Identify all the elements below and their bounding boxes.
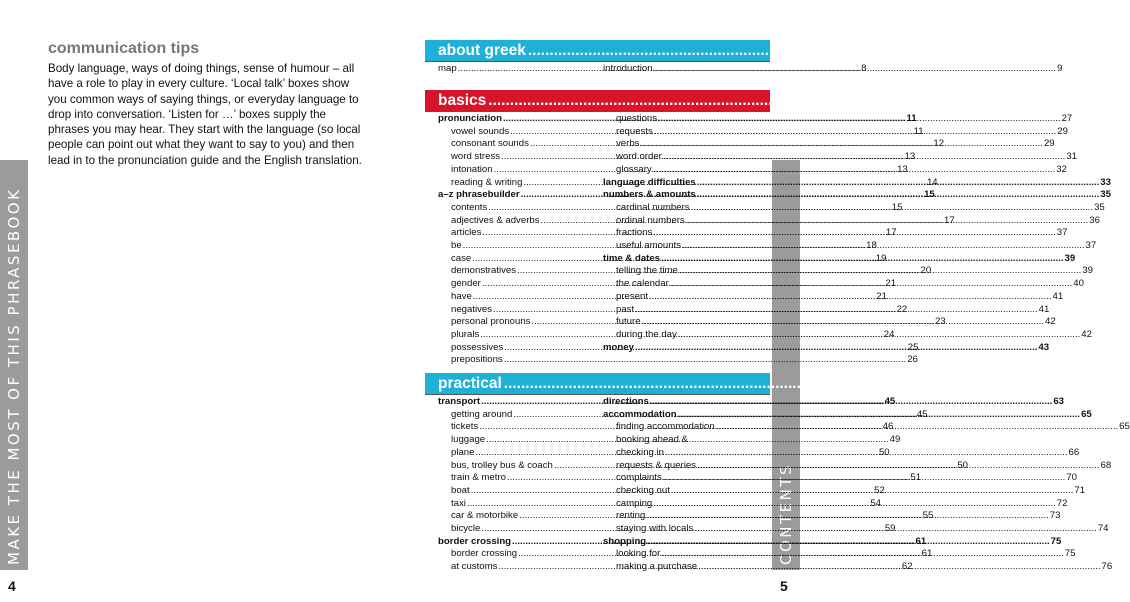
section-page: 45 xyxy=(1022,375,1040,392)
toc-entry-dots xyxy=(679,265,1081,278)
toc-entry-page: 22 xyxy=(896,303,908,315)
toc-entry-label: personal pronouns xyxy=(451,316,531,328)
toc-entry-dots xyxy=(671,485,1073,498)
about-greek-col2 xyxy=(603,63,1063,76)
toc-entry-label: directions xyxy=(603,396,649,407)
toc-entry-page: 9 xyxy=(1057,63,1063,74)
toc-entry-label: vowel sounds xyxy=(451,125,510,137)
toc-entry-dots xyxy=(653,498,1055,511)
toc-entry-label: a–z phrasebuilder xyxy=(438,189,520,201)
toc-entry-dots xyxy=(635,342,1037,355)
toc-entry-page: 37 xyxy=(1056,227,1068,239)
toc-entry-page: 39 xyxy=(1064,252,1076,264)
toc-entry-page: 20 xyxy=(920,265,932,277)
toc-entry-page: 29 xyxy=(1043,138,1055,150)
toc-entry-page: 42 xyxy=(1045,316,1056,328)
toc-entry-page: 41 xyxy=(1038,303,1050,315)
section-title: practical xyxy=(438,375,502,392)
toc-entry-label: train & metro xyxy=(451,472,506,484)
toc-entry-label: have xyxy=(451,290,472,302)
toc-entry-page: 50 xyxy=(878,446,890,458)
toc-entry-dots xyxy=(642,316,1044,329)
toc-entry-label: getting around xyxy=(451,408,513,420)
toc-entry-label: checking in xyxy=(616,446,664,458)
toc-entry-label: word stress xyxy=(451,151,501,163)
toc-entry-label: adjectives & adverbs xyxy=(451,214,540,226)
toc-entry-label: present xyxy=(616,290,648,302)
toc-entry-page: 31 xyxy=(1066,151,1078,163)
toc-entry-page: 39 xyxy=(1082,265,1094,277)
toc-entry-page: 40 xyxy=(1073,278,1084,290)
toc-entry-dots xyxy=(670,278,1072,291)
toc-entry-label: looking for xyxy=(616,548,661,560)
toc-entry-page: 70 xyxy=(1066,472,1078,484)
toc-entry-dots xyxy=(640,138,1042,151)
toc-entry-label: glossary xyxy=(616,163,652,175)
section-page: 8 xyxy=(1046,42,1056,59)
right-side-label: CONTENTS xyxy=(777,462,795,565)
toc-entry-page: 35 xyxy=(1094,201,1105,213)
toc-entry-label: useful amounts xyxy=(616,240,682,252)
toc-entry-dots xyxy=(697,177,1099,190)
toc-entry[interactable] xyxy=(603,434,748,447)
toc-entry-page: 19 xyxy=(875,252,887,264)
toc-entry-dots xyxy=(663,151,1065,164)
toc-entry-page: 11 xyxy=(913,125,924,137)
right-page-number: 5 xyxy=(780,578,788,594)
toc-entry-label: at customs xyxy=(451,561,498,573)
toc-entry-label: tickets xyxy=(451,421,479,433)
toc-entry-page: 73 xyxy=(1049,510,1061,522)
toc-entry-page: 17 xyxy=(944,214,955,226)
toc-entry-dots xyxy=(654,126,1056,139)
toc-entry-dots xyxy=(661,548,1063,561)
toc-entry-label: demonstratives xyxy=(451,265,517,277)
toc-entry-page: 29 xyxy=(1057,125,1068,137)
toc-entry-label: case xyxy=(451,252,472,264)
toc-entry-page: 61 xyxy=(921,548,933,560)
toc-entry-page: 41 xyxy=(1052,290,1064,302)
toc-entry-page: 51 xyxy=(910,472,922,484)
toc-entry-page: 74 xyxy=(1097,523,1109,535)
toc-entry-label: requests xyxy=(616,125,653,137)
toc-entry-dots xyxy=(504,354,906,367)
toc-entry-page: 11 xyxy=(906,113,917,124)
toc-entry-page: 12 xyxy=(933,138,945,150)
toc-entry-label: fractions xyxy=(616,227,653,239)
toc-entry-label: pronunciation xyxy=(438,113,502,124)
section-page: 11 xyxy=(1007,92,1024,109)
toc-entry-label: making a purchase xyxy=(616,561,698,573)
toc-entry-page: 63 xyxy=(1053,396,1065,407)
toc-entry-page: 15 xyxy=(891,201,903,213)
toc-entry-label: reading & writing xyxy=(451,176,523,188)
toc-entry-dots xyxy=(686,215,1088,228)
toc-entry-page: 65 xyxy=(1081,408,1092,420)
toc-entry-label: contents xyxy=(451,201,488,213)
toc-entry-page: 8 xyxy=(861,63,867,74)
toc-entry-label: plurals xyxy=(451,328,480,340)
toc-entry-label: negatives xyxy=(451,303,493,315)
toc-entry-page: 27 xyxy=(1061,113,1073,124)
toc-entry-dots xyxy=(678,409,1080,422)
toc-entry-page: 72 xyxy=(1056,497,1068,509)
section-title: about greek xyxy=(438,42,526,59)
section-bar-basics[interactable] xyxy=(425,90,1024,111)
toc-entry-page: 46 xyxy=(882,421,894,433)
toc-entry-dots xyxy=(697,460,1099,473)
toc-entry-label: consonant sounds xyxy=(451,138,529,150)
communication-tips-body: Body language, ways of doing things, sense of humour – all have a role to play in every culture. ‘Local talk’ boxes show you common ways of saying things, or everyday language to drop into conversation. ‘Listen for …’ boxes supply the phrases you may hear. They start with the language (so local people can point out what they want to say to you) and then lead in to the pronunciation guide and the English translation. xyxy=(48,62,362,167)
toc-entry-label: shopping xyxy=(603,535,647,547)
toc-entry-dots xyxy=(661,253,1063,266)
toc-entry-page: 14 xyxy=(926,176,938,188)
toc-entry-page: 75 xyxy=(1050,535,1062,547)
toc-entry-page: 49 xyxy=(889,434,901,446)
section-rule xyxy=(425,61,770,62)
toc-entry-page: 75 xyxy=(1064,548,1076,560)
toc-entry-page: 65 xyxy=(1119,421,1130,433)
toc-entry-page: 66 xyxy=(1068,446,1080,458)
toc-entry-page: 33 xyxy=(1100,176,1111,188)
toc-entry-dots xyxy=(678,329,1080,342)
toc-entry-page: 21 xyxy=(885,278,897,290)
toc-entry-label: luggage xyxy=(451,434,486,446)
toc-entry-label: articles xyxy=(451,227,482,239)
toc-entry-label: introduction xyxy=(603,63,653,74)
toc-entry-label: the calendar xyxy=(616,278,669,290)
toc-entry-label: transport xyxy=(438,396,481,407)
toc-entry[interactable] xyxy=(603,63,1063,76)
toc-entry-label: requests & queries xyxy=(616,459,696,471)
toc-entry-dots xyxy=(691,202,1093,215)
toc-entry-page: 76 xyxy=(1101,561,1113,573)
section-dots: ........................................................................................................................ xyxy=(503,375,1021,392)
section-dots: ........................................................................................................................ xyxy=(488,92,1006,109)
toc-entry-label: finding accommodation xyxy=(616,421,715,433)
toc-entry-dots xyxy=(646,510,1048,523)
section-title: basics xyxy=(438,92,487,109)
toc-entry-page: 62 xyxy=(901,561,913,573)
toc-entry-page: 13 xyxy=(904,151,916,163)
toc-entry-label: time & dates xyxy=(603,252,661,264)
toc-entry-page: 13 xyxy=(897,163,908,175)
toc-entry-label: car & motorbike xyxy=(451,510,519,522)
toc-entry-label: cardinal numbers xyxy=(616,201,690,213)
toc-entry-dots xyxy=(654,63,1056,76)
toc-entry-page: 25 xyxy=(907,341,919,353)
toc-entry-page: 32 xyxy=(1056,163,1067,175)
toc-entry-page: 55 xyxy=(922,510,934,522)
toc-entry-label: taxi xyxy=(451,497,466,509)
toc-entry-label: verbs xyxy=(616,138,640,150)
toc-entry-page: 37 xyxy=(1085,240,1097,252)
toc-entry-label: bus, trolley bus & coach xyxy=(451,459,553,471)
toc-entry-label: future xyxy=(616,316,641,328)
toc-entry-page: 59 xyxy=(884,523,896,535)
toc-entry-dots xyxy=(649,291,1051,304)
toc-entry-dots xyxy=(663,472,1065,485)
toc-entry-dots xyxy=(635,304,1037,317)
toc-entry[interactable] xyxy=(438,354,918,367)
section-rule xyxy=(425,394,770,395)
toc-entry-label: ordinal numbers xyxy=(616,214,685,226)
toc-entry-dots xyxy=(653,227,1055,240)
toc-entry-page: 18 xyxy=(866,240,877,252)
toc-entry-page: 61 xyxy=(915,535,927,547)
toc-entry-page: 24 xyxy=(883,328,895,340)
toc-entry-page: 45 xyxy=(884,396,896,407)
toc-entry-label: prepositions xyxy=(451,354,503,366)
toc-entry-label: be xyxy=(451,240,462,252)
toc-entry-page: 36 xyxy=(1089,214,1100,226)
communication-tips-title: communication tips xyxy=(48,40,200,57)
toc-entry-page: 17 xyxy=(885,227,897,239)
toc-entry-dots xyxy=(682,240,1084,253)
toc-entry-dots xyxy=(694,523,1096,536)
toc-entry-page: 52 xyxy=(874,484,885,496)
toc-entry-dots xyxy=(697,189,1099,202)
toc-entry-label: numbers & amounts xyxy=(603,189,696,201)
toc-entry-page: 50 xyxy=(957,459,969,471)
toc-entry-label: camping xyxy=(616,497,653,509)
toc-entry-dots xyxy=(658,113,1060,126)
left-page-number: 4 xyxy=(8,578,16,594)
toc-entry-label: bicycle xyxy=(451,523,481,535)
section-bar-practical[interactable] xyxy=(425,373,1040,394)
toc-entry-label: gender xyxy=(451,278,481,290)
toc-entry-label: money xyxy=(603,341,634,353)
section-dots: ........................................................................................................................ xyxy=(527,42,1045,59)
toc-entry-label: map xyxy=(438,63,457,74)
toc-entry-page: 42 xyxy=(1081,328,1092,340)
toc-entry-label: boat xyxy=(451,484,470,496)
toc-entry-label: staying with locals xyxy=(616,523,694,535)
toc-entry-page: 23 xyxy=(934,316,946,328)
toc-entry-label: word order xyxy=(616,151,662,163)
left-side-label: MAKE THE MOST OF THIS PHRASEBOOK xyxy=(5,187,23,565)
toc-entry-label: booking ahead & xyxy=(616,434,689,446)
toc-entry-label: past xyxy=(616,303,635,315)
toc-entry-label: questions xyxy=(616,113,658,124)
toc-entry-page: 45 xyxy=(916,408,928,420)
toc-entry-label: complaints xyxy=(616,472,662,484)
toc-entry-page: 21 xyxy=(876,290,887,302)
toc-entry-dots xyxy=(698,561,1100,574)
toc-entry-label: checking out xyxy=(616,484,670,496)
toc-entry-page: 68 xyxy=(1100,459,1112,471)
toc-entry-dots xyxy=(647,536,1049,549)
toc-entry-label: during the day xyxy=(616,328,677,340)
toc-entry-label: telling the time xyxy=(616,265,678,277)
section-bar-about-greek[interactable] xyxy=(425,40,1056,61)
toc-entry-dots xyxy=(665,447,1067,460)
toc-entry-label: intonation xyxy=(451,163,493,175)
toc-entry-page: 54 xyxy=(870,497,882,509)
toc-entry-page: 26 xyxy=(907,354,918,366)
toc-entry-page: 35 xyxy=(1100,189,1111,201)
toc-entry-label: border crossing xyxy=(438,535,512,547)
toc-entry-page: 15 xyxy=(924,189,935,201)
toc-entry-label: language difficulties xyxy=(603,176,696,188)
toc-entry-label: accommodation xyxy=(603,408,677,420)
section-rule xyxy=(425,111,770,112)
toc-entry-page: 71 xyxy=(1074,484,1086,496)
toc-entry-label: possessives xyxy=(451,341,504,353)
toc-entry-dots xyxy=(650,396,1052,409)
toc-entry-label: plane xyxy=(451,446,475,458)
toc-entry-label: border crossing xyxy=(451,548,518,560)
toc-entry-dots xyxy=(653,164,1055,177)
toc-entry-label: renting xyxy=(616,510,646,522)
toc-entry-dots xyxy=(716,421,1118,434)
toc-entry-page: 43 xyxy=(1038,341,1050,353)
